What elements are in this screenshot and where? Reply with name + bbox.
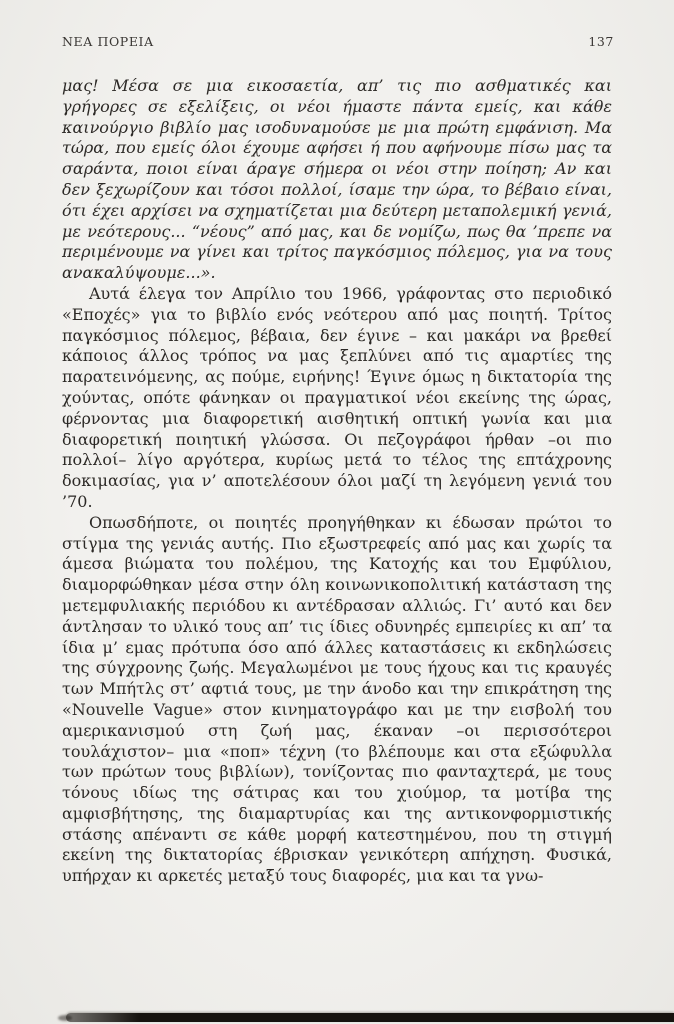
paragraph-opening-quote: μας! Μέσα σε μια εικοσαετία, απ’ τις πιο ασθματικές και γρήγορες σε εξελίξεις, οι νέοι ήμαστε πάντα εμείς, και κάθε καινούργιο βιβλίο μας ισοδυναμούσε με μια πρώτη εμφάνιση. Μα τώρα, που εμείς όλοι έχουμε αφήσει ή που αφήνουμε πίσω μας τα σαράντα, ποιοι είναι άραγε σήμερα οι νέοι στην ποίηση; Αν και δεν ξεχωρίζουν και τόσοι πολλοί, ίσαμε την ώρα, το βέβαιο είναι, ότι έχει αρχίσει να σχηματίζεται μια δεύτερη μεταπολεμική γενιά, με νεότερους... “νέους” από μας, και δε νομίζω, πως θα ’πρεπε να περιμένουμε να γίνει και τρίτος παγκόσμιος πόλεμος, για να τους ανακαλύψουμε...». bbox=[62, 76, 612, 283]
paragraph: Αυτά έλεγα τον Απρίλιο του 1966, γράφοντας στο περιοδικό «Εποχές» για το βιβλίο ενός νεότερου από μας ποιητή. Τρίτος παγκόσμιος πόλεμος, βέβαια, δεν έγινε – και μακάρι να βρεθεί κάποιος άλλος τρόπος να μας ξεπλύνει από τις αμαρτίες της παρατεινόμενης, ας πούμε, ειρήνης! Έγινε όμως η δικτατορία της χούντας, οπότε φάνηκαν οι πραγματικοί νέοι εκείνης της ώρας, φέρνοντας μια διαφορετική αισθητική οπτική γωνία και μια διαφορετική ποιητική γλώσσα. Οι πεζογράφοι ήρθαν –οι πιο πολλοί– λίγο αργότερα, κυρίως μετά το τέλος της επτάχρονης δοκιμασίας, για ν’ αποτελέσουν όλοι μαζί τη λεγόμενη γενιά του ’70. bbox=[62, 283, 612, 511]
page-number: 137 bbox=[588, 34, 614, 49]
paragraph: Οπωσδήποτε, οι ποιητές προηγήθηκαν κι έδωσαν πρώτοι το στίγμα της γενιάς αυτής. Πιο εξωστρεφείς από μας και χωρίς τα άμεσα βιώματα του πολέμου, της Κατοχής και του Εμφύλιου, διαμορφώθηκαν μέσα στην όλη κοινωνικοπολιτική κατάσταση της μετεμφυλιακής περιόδου κι αντέδρασαν αλλιώς. Γι’ αυτό και δεν άντλησαν το υλικό τους απ’ τις ίδιες οδυνηρές εμπειρίες κι απ’ τα ίδια μ’ εμας πρότυπα όσο από άλλες καταστάσεις κι εκδηλώσεις της σύγχρονης ζωής. Μεγαλωμένοι με τους ήχους και τις κραυγές των Μπήτλς στ’ αφτιά τους, με την άνοδο και την επικράτηση της «Nouvelle Vague» στον κινηματογράφο και με την εισβολή του αμερικανισμού στη ζωή μας, έκαναν –οι περισσότεροι τουλάχιστον– μια «ποπ» τέχνη (το βλέπουμε και στα εξώφυλλα των πρώτων τους βιβλίων), τονίζοντας πιο φανταχτερά, με τους τόνους ιδίως της σάτιρας και του χιούμορ, τα μοτίβα της αμφισβήτησης, της διαμαρτυρίας και της αντικονφορμιστικής στάσης απέναντι σε κάθε μορφή κατεστημένου, που τη στιγμή εκείνη της δικτατορίας έβρισκαν γενικότερη απήχηση. Φυσικά, υπήρχαν κι αρκετές μεταξύ τους διαφορές, μια και τα γνω- bbox=[62, 512, 612, 886]
scan-edge-shadow bbox=[66, 1013, 674, 1022]
journal-title: ΝΕΑ ΠΟΡΕΙΑ bbox=[62, 34, 154, 49]
page-header bbox=[62, 34, 614, 49]
body-text bbox=[62, 76, 612, 887]
